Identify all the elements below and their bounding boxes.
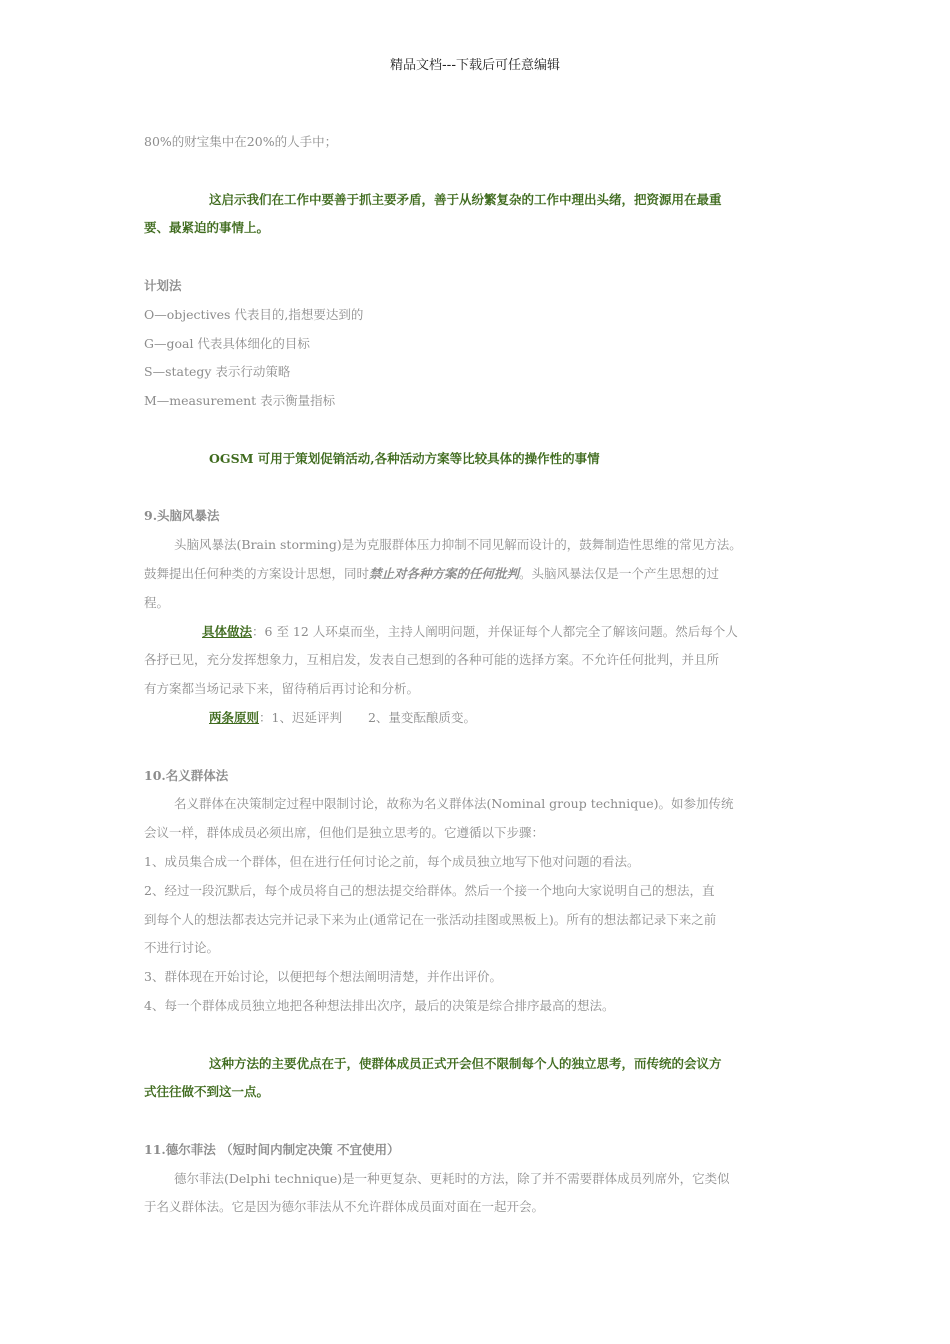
principle-2: 2、量变酝酿质变。 xyxy=(367,709,476,725)
nominal-advantage-line-2: 式往往做不到这一点。 xyxy=(144,1084,270,1100)
brainstorm-para-line: 头脑风暴法(Brain storming)是为克服群体压力抑制不同见解而设计的，鼓舞制造性思维的常见方法。 xyxy=(174,537,742,553)
nominal-para-line: 会议一样，群体成员必须出席，但他们是独立思考的。它遵循以下步骤： xyxy=(144,825,545,841)
brainstorm-para-line xyxy=(144,560,824,589)
insight-line-2: 要、最紧迫的事情上。 xyxy=(144,220,270,236)
method-text: ：6 至 12 人环桌而坐，主持人阐明问题，并保证每个人都完全了解该问题。然后每个人 xyxy=(252,623,738,639)
spacer xyxy=(144,1021,824,1050)
nominal-step: 2、经过一段沉默后，每个成员将自己的想法提交给群体。然后一个接一个地向大家说明自己的想法，直 xyxy=(144,882,715,898)
method-label: 具体做法 xyxy=(202,623,253,639)
principle-line xyxy=(144,704,824,733)
section-title-delphi: 11.德尔菲法 （短时间内制定决策 不宜使用） xyxy=(144,1141,400,1157)
insight-line-1: 这启示我们在工作中要善于抓主要矛盾，善于从纷繁复杂的工作中理出头绪，把资源用在最重 xyxy=(209,191,722,207)
nominal-step: 到每个人的想法都表达完并记录下来为止(通常记在一张活动挂图或黑板上)。所有的想法都记录下来之前 xyxy=(144,911,717,927)
nominal-step: 3、群体现在开始讨论，以便把每个想法阐明清楚，并作出评价。 xyxy=(144,969,502,985)
method-line: 有方案都当场记录下来，留待稍后再讨论和分析。 xyxy=(144,681,420,697)
plan-item: S—stategy 表示行动策略 xyxy=(144,364,291,380)
plan-item: M—measurement 表示衡量指标 xyxy=(144,393,336,409)
brainstorm-para-line: 程。 xyxy=(144,594,170,610)
spacer xyxy=(144,157,824,186)
principle-label: 两条原则 xyxy=(209,709,260,725)
section-title-nominal: 10.名义群体法 xyxy=(144,767,229,783)
plan-item: G—goal 代表具体细化的目标 xyxy=(144,335,310,351)
page-header: 精品文档---下载后可任意编辑 xyxy=(389,58,561,73)
nominal-step: 1、成员集合成一个群体，但在进行任何讨论之前，每个成员独立地写下他对问题的看法。 xyxy=(144,853,640,869)
delphi-para-line: 德尔菲法(Delphi technique)是一种更复杂、更耗时的方法，除了并不需要群体成员列席外，它类似 xyxy=(174,1170,730,1186)
delphi-para-line: 于名义群体法。它是因为德尔菲法从不允许群体成员面对面在一起开会。 xyxy=(144,1199,545,1215)
spacer xyxy=(144,733,824,762)
method-line: 各抒已见，充分发挥想象力，互相启发，发表自己想到的各种可能的选择方案。不允许任何批判，并且所 xyxy=(144,652,720,668)
emphasis-text: 禁止对各种方案的任何批判 xyxy=(369,565,520,581)
plan-item: O—objectives 代表目的,指想要达到的 xyxy=(144,306,364,322)
spacer xyxy=(144,474,824,503)
plan-note: OGSM 可用于策划促销活动,各种活动方案等比较具体的操作性的事情 xyxy=(209,450,600,466)
text-run: 。头脑风暴法仅是一个产生思想的过 xyxy=(519,565,720,581)
nominal-advantage-line-1: 这种方法的主要优点在于，使群体成员正式开会但不限制每个人的独立思考，而传统的会议方 xyxy=(209,1055,722,1071)
document-body xyxy=(144,128,824,1222)
section-title-brainstorm: 9.头脑风暴法 xyxy=(144,508,220,524)
nominal-step: 4、每一个群体成员独立地把各种想法排出次序，最后的决策是综合排序最高的想法。 xyxy=(144,997,615,1013)
method-line xyxy=(144,618,824,647)
spacer xyxy=(144,243,824,272)
spacer xyxy=(144,416,824,445)
text-run: 鼓舞提出任何种类的方案设计思想，同时 xyxy=(144,565,370,581)
nominal-para-line: 名义群体在决策制定过程中限制讨论，故称为名义群体法(Nominal group technique)。如参加传统 xyxy=(174,796,734,812)
spacer xyxy=(144,1107,824,1136)
principle-1: ：1、迟延评判 xyxy=(259,709,342,725)
nominal-step: 不进行讨论。 xyxy=(144,940,220,956)
intro-line: 80%的财宝集中在20%的人手中； xyxy=(144,134,338,149)
section-title-plan: 计划法 xyxy=(144,277,182,293)
